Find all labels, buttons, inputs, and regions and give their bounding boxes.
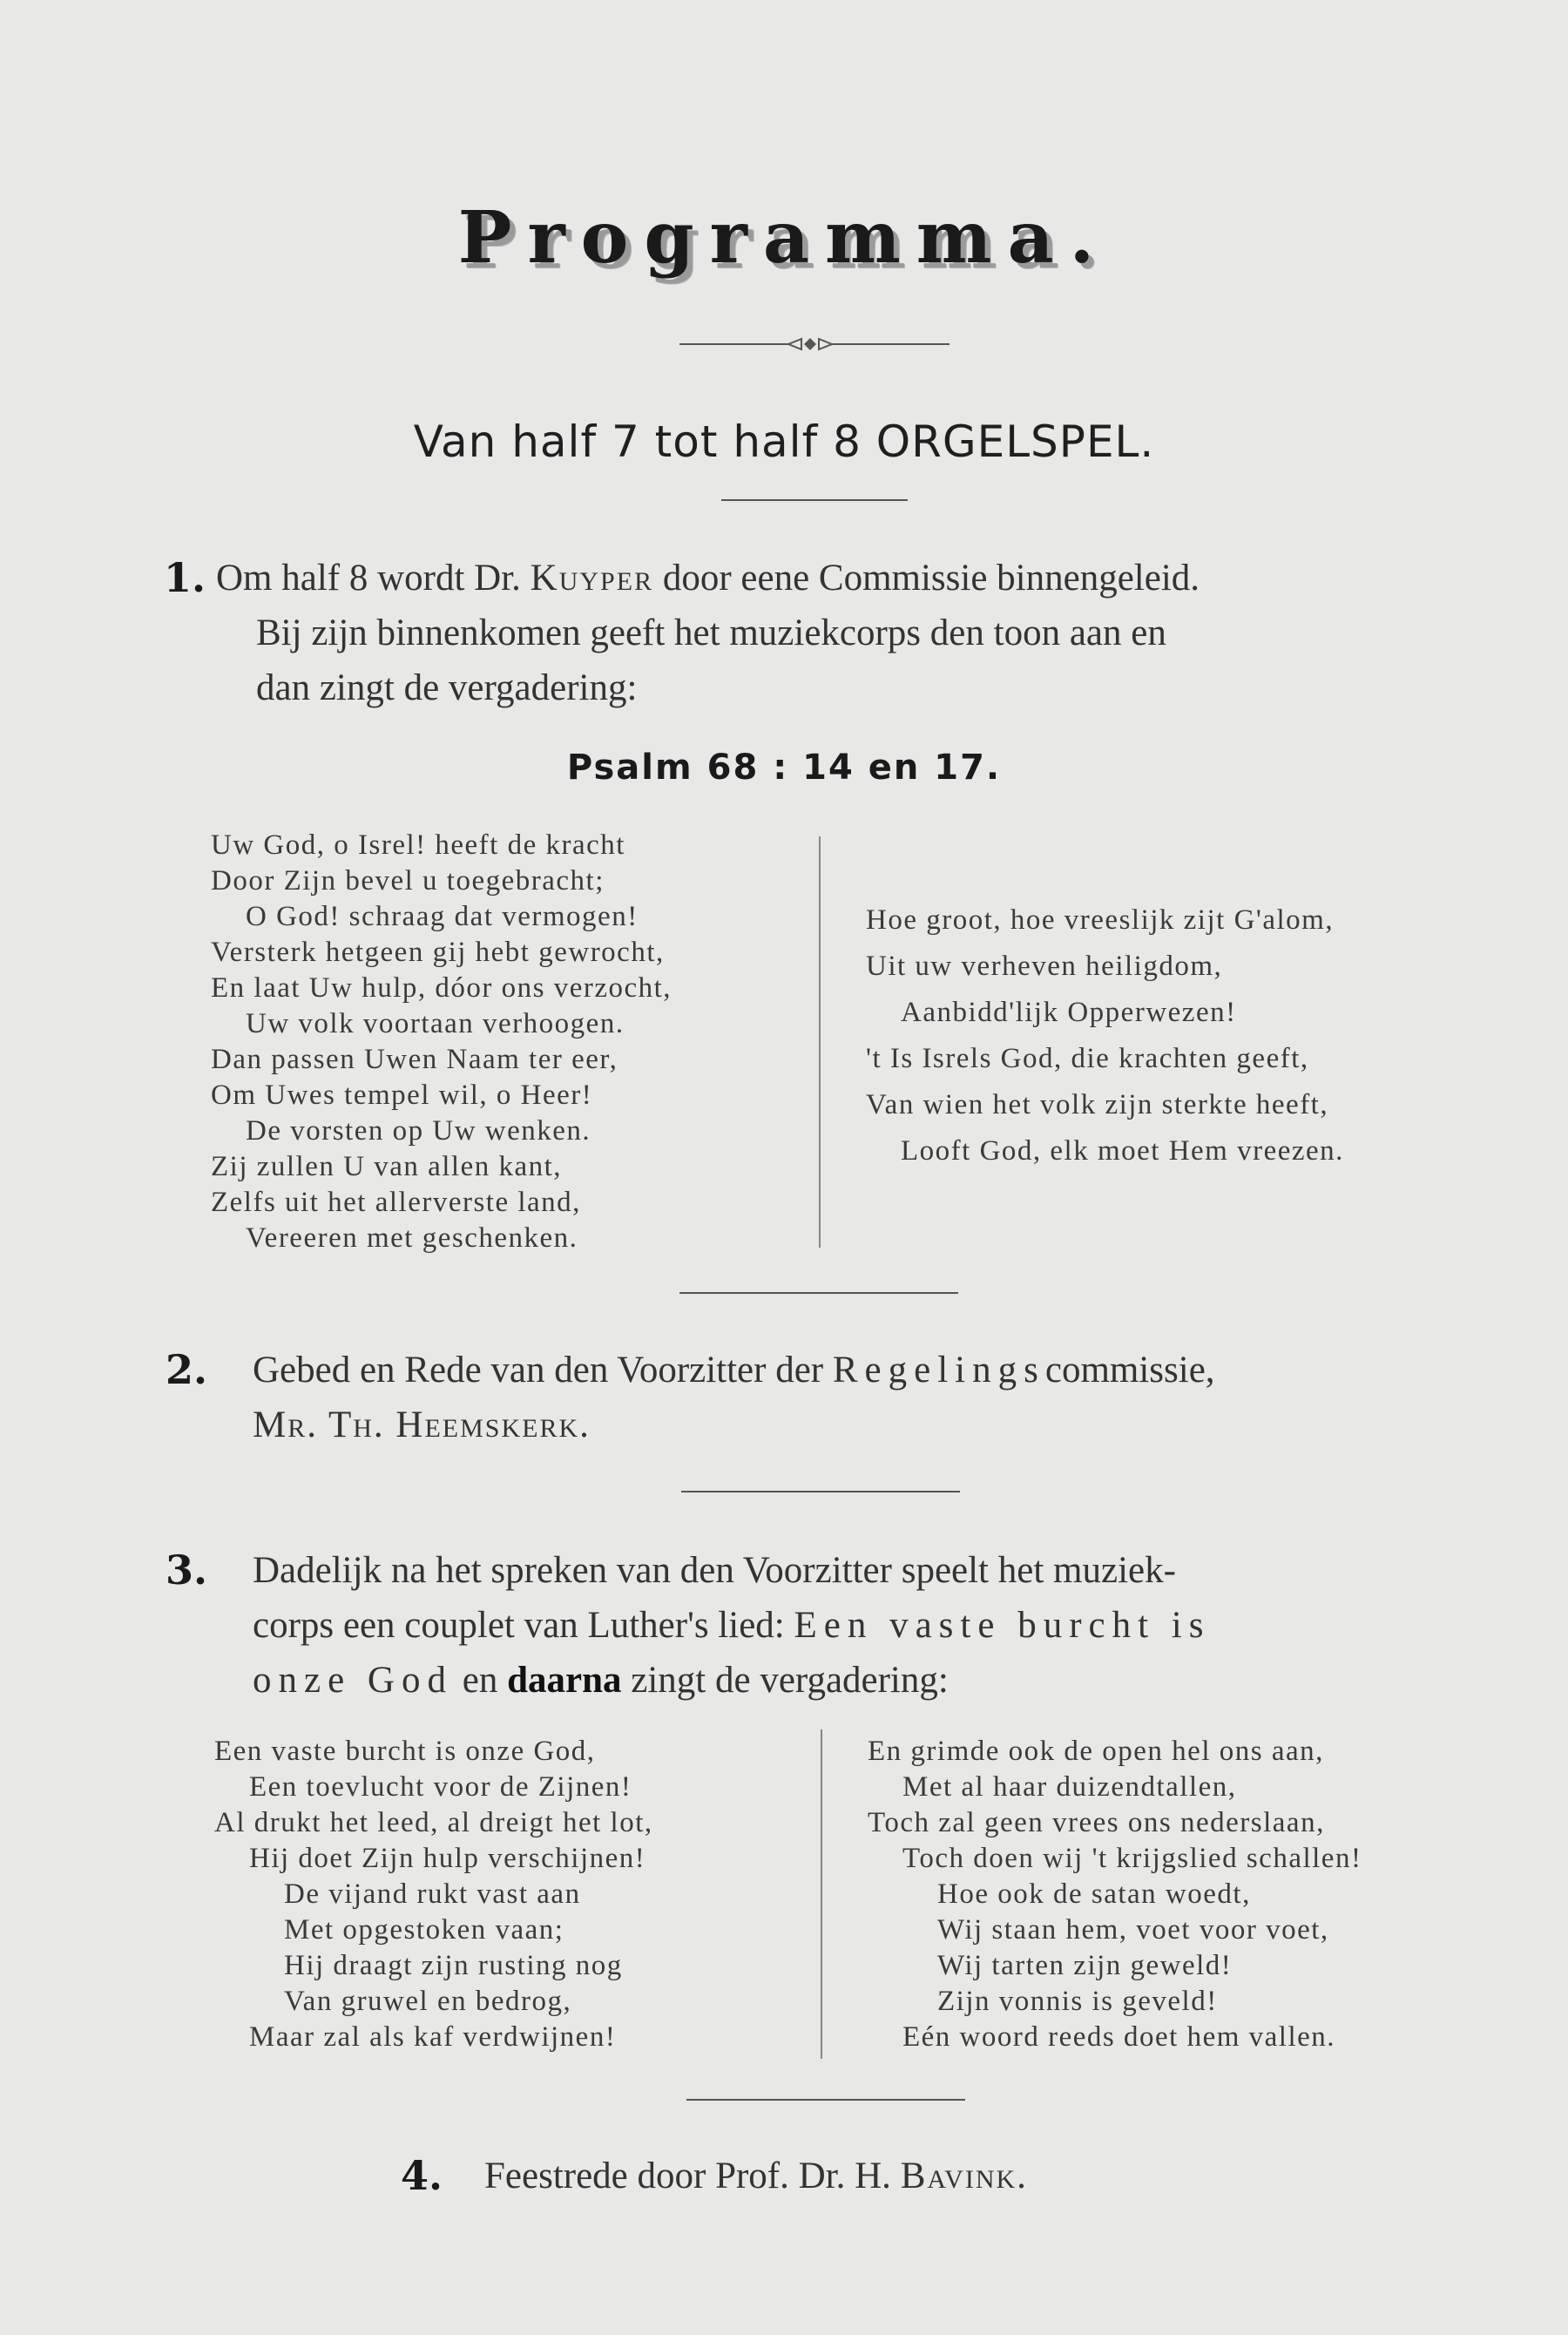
page-title: Programma. [457,196,1111,280]
verse-line: Van wien het volk zijn sterkte heeft, [866,1089,1329,1120]
verse-line: Van gruwel en bedrog, [284,1986,572,2017]
verse-line: Uw God, o Isrel! heeft de kracht [211,829,625,861]
item-4-line [484,2149,1443,2203]
section-divider [681,1491,960,1492]
verse-line: Met opgestoken vaan; [284,1914,564,1946]
verse-line: Zij zullen U van allen kant, [211,1151,563,1182]
bavink-name: Bavink. [900,2156,1028,2196]
section-divider [679,1292,958,1294]
heemskerk-name: Mr. Th. Heemskerk. [253,1404,591,1445]
verse-line: 't Is Isrels God, die krachten geeft, [866,1043,1309,1074]
luther-verse-right [868,1734,1477,2055]
verse-line: Dan passen Uwen Naam ter eer, [211,1044,618,1075]
verse-line: De vorsten op Uw wenken. [246,1115,591,1147]
section-divider [721,499,908,501]
verse-line: Om Uwes tempel wil, o Heer! [211,1080,593,1111]
item-4-text [484,2149,1443,2203]
verse-line: De vijand rukt vast aan [284,1878,581,1910]
verse-line: Versterk hetgeen gij hebt gewrocht, [211,937,665,968]
verse-line: Door Zijn bevel u toegebracht; [211,865,605,897]
verse-line: Aanbidd'lijk Opperwezen! [901,997,1237,1028]
item-1-line: Bij zijn binnenkomen geeft het muziekcorps den toon aan en [256,613,1166,653]
verse-line: Een vaste burcht is onze God, [214,1736,596,1767]
item-2-text [253,1343,1490,1452]
daarna-word: daarna [507,1660,622,1701]
item-number-4: 4. [401,2152,443,2199]
verse-line: Met al haar duizendtallen, [902,1771,1237,1803]
verse-line: Wij staan hem, voet voor voet, [937,1914,1329,1946]
item-3-line3-mid: en [452,1660,508,1701]
verse-line: Uw volk voortaan verhoogen. [246,1008,625,1039]
item-2-line1-pre: Gebed en Rede van den Voorzitter der [253,1350,833,1391]
item-3-text [253,1543,1490,1708]
regelings-word: Regelings [832,1350,1045,1391]
verse-line: Hoe groot, hoe vreeslijk zijt G'alom, [866,904,1335,936]
verse-line: O God! schraag dat vermogen! [246,901,639,932]
item-1-line: dan zingt de vergadering: [256,667,638,708]
luther-title-part2: onze God [253,1660,453,1701]
item-4-text-pre: Feestrede door Prof. Dr. H. [484,2156,901,2196]
luther-verse-left [214,1734,807,2055]
item-2-line1-post: commissie, [1044,1350,1215,1391]
verse-line: Eén woord reeds doet hem vallen. [902,2021,1336,2053]
item-3-line3-post: zingt de vergadering: [621,1660,949,1701]
item-1-line1-post: door eene Commissie binnengeleid. [653,558,1200,599]
verse-line: En laat Uw hulp, dóor ons verzocht, [211,972,672,1004]
item-3-line2-pre: corps een couplet van Luther's lied: [253,1605,794,1646]
item-1-line1-pre: Om half 8 wordt Dr. [216,558,531,599]
psalm-verse-right [866,897,1476,1174]
item-2-line [253,1343,1490,1398]
ornament-divider [679,331,950,357]
item-3-line: Dadelijk na het spreken van den Voorzitter speelt het muziek- [253,1550,1176,1591]
verse-line: Uit uw verheven heiligdom, [866,951,1223,982]
luther-title-part1: Een vaste burcht is [794,1605,1211,1646]
verse-line: Toch zal geen vrees ons nederslaan, [868,1807,1325,1838]
verse-line: Een toevlucht voor de Zijnen! [249,1771,632,1803]
psalm-verse-left [211,828,803,1256]
verse-line: Zelfs uit het allerverste land, [211,1187,581,1218]
verse-line: Maar zal als kaf verdwijnen! [249,2021,617,2053]
item-1-text [216,551,1472,715]
item-3-line [253,1598,1490,1653]
verse-line: Toch doen wij 't krijgslied schallen! [902,1843,1362,1874]
verse-column-divider [821,1729,822,2059]
item-number-2: 2. [166,1346,208,1393]
verse-line: Al drukt het leed, al dreigt het lot, [214,1807,653,1838]
verse-line: Hoe ook de satan woedt, [937,1878,1251,1910]
verse-line: Looft God, elk moet Hem vreezen. [901,1135,1344,1167]
kuyper-name: Kuyper [530,558,654,599]
item-1-line [216,551,1472,606]
verse-column-divider [819,836,821,1248]
psalm-heading: Psalm 68 : 14 en 17. [566,748,1002,788]
verse-line: Wij tarten zijn geweld! [937,1950,1233,1981]
item-3-line [253,1653,1490,1708]
organ-play-heading: Van half 7 tot half 8 ORGELSPEL. [413,416,1155,467]
section-divider [686,2099,965,2101]
verse-line: Vereeren met geschenken. [246,1222,578,1254]
item-number-1: 1. [164,554,206,601]
item-number-3: 3. [166,1547,208,1594]
verse-line: Hij draagt zijn rusting nog [284,1950,623,1981]
verse-line: Zijn vonnis is geveld! [937,1986,1218,2017]
verse-line: En grimde ook de open hel ons aan, [868,1736,1324,1767]
verse-line: Hij doet Zijn hulp verschijnen! [249,1843,646,1874]
